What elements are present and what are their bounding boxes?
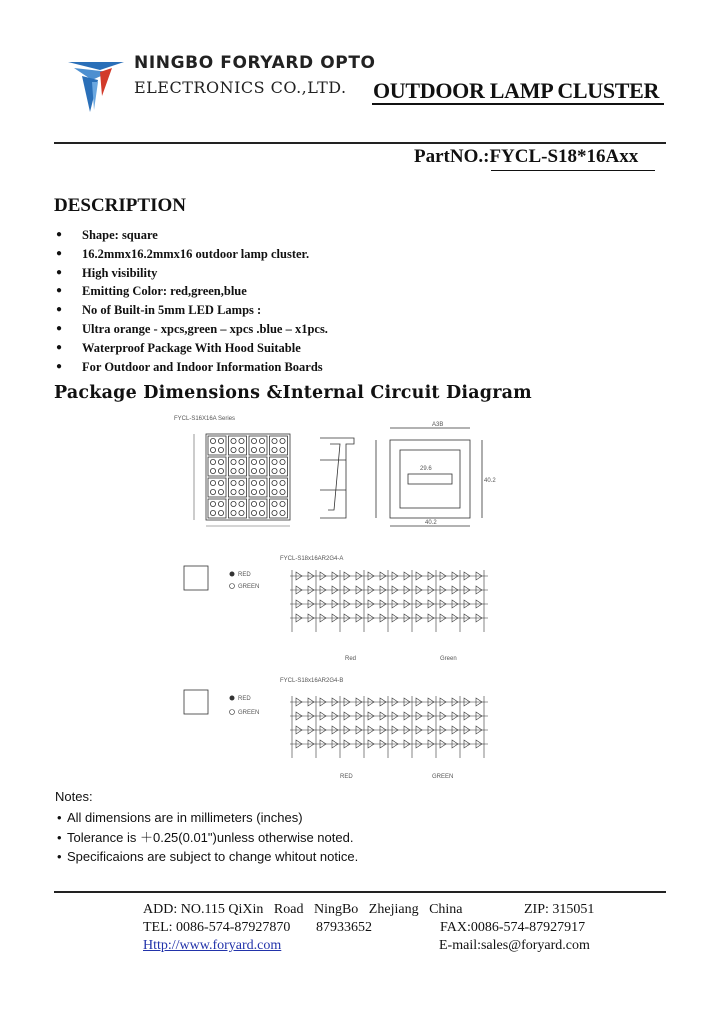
header-divider	[54, 142, 666, 144]
led-dot	[218, 480, 223, 485]
led-dot	[259, 480, 264, 485]
led-dot	[231, 501, 236, 506]
side-profile	[320, 438, 354, 518]
led-dot	[251, 501, 256, 506]
led-dot	[218, 501, 223, 506]
led-dot	[259, 438, 264, 443]
series-label: FYCL-S16X16A Series	[174, 416, 236, 422]
legend-green-a: GREEN	[238, 584, 260, 590]
legend-red-a: RED	[238, 572, 251, 578]
led-dot	[239, 447, 244, 452]
led-dot	[251, 510, 256, 515]
title-underline	[372, 103, 664, 105]
legend-red-b-label: Red	[345, 656, 357, 662]
led-dot	[239, 501, 244, 506]
lamp-cell	[249, 499, 267, 518]
led-dot	[272, 489, 277, 494]
led-dot	[210, 468, 215, 473]
footer-fax: FAX:0086-574-87927917	[440, 920, 586, 935]
led-dot	[239, 510, 244, 515]
led-dot	[280, 501, 285, 506]
list-item: ● For Outdoor and Indoor Information Boards	[56, 358, 328, 377]
legend-green-b: GREEN	[238, 710, 260, 716]
led-dot	[218, 438, 223, 443]
dim-top: A3B	[432, 422, 444, 428]
led-dot	[272, 447, 277, 452]
led-dot	[231, 459, 236, 464]
led-dot	[231, 510, 236, 515]
dim-side: 40.2	[484, 478, 496, 484]
lamp-cell	[208, 457, 226, 476]
led-dot	[210, 489, 215, 494]
led-dot	[210, 510, 215, 515]
part-number-underline	[491, 170, 655, 171]
led-dot	[218, 468, 223, 473]
lamp-cell	[270, 436, 288, 455]
lamp-cell	[249, 478, 267, 497]
led-dot	[251, 468, 256, 473]
led-dot	[259, 501, 264, 506]
description-list	[56, 226, 328, 376]
led-dot	[239, 459, 244, 464]
company-name-line1: NINGBO FORYARD OPTO	[134, 53, 376, 73]
led-dot	[218, 489, 223, 494]
led-dot	[259, 510, 264, 515]
list-item: ● 16.2mmx16.2mmx16 outdoor lamp cluster.	[56, 245, 328, 264]
company-name-line2: ELECTRONICS CO.,LTD.	[134, 78, 347, 97]
led-dot	[210, 480, 215, 485]
led-dot	[251, 447, 256, 452]
footer-zip: ZIP: 315051	[524, 902, 595, 917]
notes-heading: Notes:	[55, 789, 93, 804]
document-title: OUTDOOR LAMP CLUSTER	[373, 78, 660, 103]
list-item: ● Waterproof Package With Hood Suitable	[56, 339, 328, 358]
led-dot	[259, 447, 264, 452]
list-item: ● Shape: square	[56, 226, 328, 245]
led-dot	[251, 438, 256, 443]
lamp-cell	[229, 499, 247, 518]
lamp-cell	[270, 457, 288, 476]
lamp-grid	[206, 434, 290, 520]
led-dot	[259, 489, 264, 494]
circuit-b-label: FYCL-S18x16AR2G4-B	[280, 678, 344, 684]
led-dot	[218, 459, 223, 464]
led-dot	[210, 501, 215, 506]
footer-address: ADD: NO.115 QiXin Road NingBo Zhejiang China	[143, 902, 463, 917]
led-dot	[251, 489, 256, 494]
lamp-cell	[229, 478, 247, 497]
footer-email[interactable]: E-mail:sales@foryard.com	[439, 938, 590, 953]
led-dot	[280, 510, 285, 515]
led-dot	[272, 468, 277, 473]
led-dot	[259, 468, 264, 473]
package-heading: Package Dimensions &Internal Circuit Diagram	[54, 383, 532, 403]
led-dot	[239, 468, 244, 473]
circuit-a-label: FYCL-S18x16AR2G4-A	[280, 556, 344, 562]
led-dot	[280, 459, 285, 464]
lamp-symbol-b	[184, 690, 208, 714]
lamp-cell	[229, 457, 247, 476]
led-dot	[231, 480, 236, 485]
led-dot	[218, 510, 223, 515]
list-item: • All dimensions are in millimeters (inches)	[57, 810, 303, 825]
legend-green-b-label: Green	[440, 656, 457, 662]
footer-divider	[54, 891, 666, 893]
led-dot	[272, 480, 277, 485]
company-logo	[66, 58, 126, 114]
package-diagram	[170, 410, 505, 785]
top-view	[376, 428, 482, 526]
list-item: • Tolerance is ＋0.25(0.01")unless otherwise noted.	[57, 829, 354, 845]
led-dot	[280, 438, 285, 443]
led-dot	[231, 468, 236, 473]
circuit-b	[290, 696, 488, 758]
led-dot	[210, 438, 215, 443]
lamp-cell	[208, 436, 226, 455]
lamp-cell	[208, 478, 226, 497]
lamp-cell	[229, 436, 247, 455]
legend-red-b: RED	[238, 696, 251, 702]
led-dot	[218, 447, 223, 452]
website-link[interactable]: Http://www.foryard.com	[143, 938, 282, 953]
led-dot	[210, 459, 215, 464]
description-heading: DESCRIPTION	[54, 195, 186, 216]
led-dot	[280, 480, 285, 485]
led-dot	[231, 438, 236, 443]
footer-tel: TEL: 0086-574-87927870	[143, 920, 291, 935]
circuit-a	[290, 570, 488, 632]
dim-a: 29.6	[420, 466, 432, 472]
lamp-cell	[249, 436, 267, 455]
led-dot	[280, 489, 285, 494]
legend-green-c: GREEN	[432, 774, 454, 780]
led-dot	[272, 438, 277, 443]
led-dot	[231, 489, 236, 494]
lamp-cell	[249, 457, 267, 476]
part-number: PartNO.:FYCL-S18*16Axx	[414, 146, 639, 167]
led-dot	[259, 459, 264, 464]
list-item: ● Emitting Color: red,green,blue	[56, 282, 328, 301]
list-item: ● No of Built-in 5mm LED Lamps :	[56, 301, 328, 320]
list-item: • Specificaions are subject to change whitout notice.	[57, 849, 359, 864]
list-item: ● High visibility	[56, 264, 328, 283]
led-dot	[239, 438, 244, 443]
led-dot	[251, 480, 256, 485]
footer-tel2: 87933652	[316, 920, 372, 935]
led-dot	[272, 501, 277, 506]
led-dot	[251, 459, 256, 464]
list-item: ● Ultra orange - xpcs,green – xpcs .blue – x1pcs.	[56, 320, 328, 339]
led-dot	[231, 447, 236, 452]
lamp-cell	[270, 478, 288, 497]
lamp-symbol-a	[184, 566, 208, 590]
led-dot	[239, 480, 244, 485]
lamp-cell	[208, 499, 226, 518]
led-dot	[280, 447, 285, 452]
led-dot	[272, 459, 277, 464]
legend-red-c: RED	[340, 774, 353, 780]
lamp-cell	[270, 499, 288, 518]
led-dot	[280, 468, 285, 473]
notes-list	[57, 808, 358, 867]
led-dot	[239, 489, 244, 494]
dim-b: 40.2	[425, 520, 437, 526]
led-dot	[272, 510, 277, 515]
led-dot	[210, 447, 215, 452]
